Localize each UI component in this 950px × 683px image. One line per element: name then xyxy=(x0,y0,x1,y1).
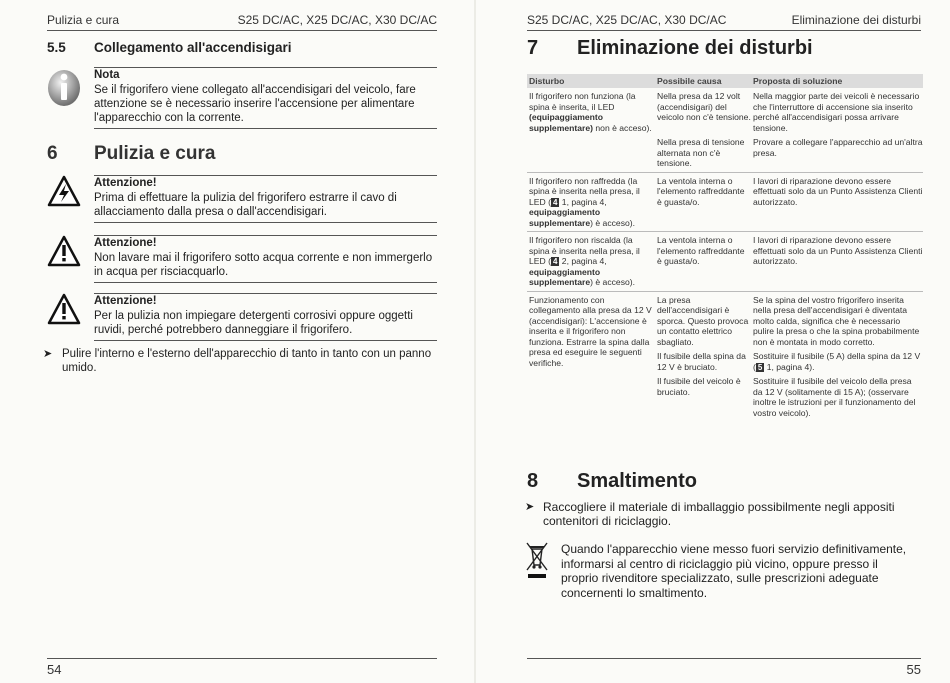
figure-ref-badge: 5 xyxy=(757,362,763,372)
footer-rule xyxy=(47,658,437,659)
warning-2-text: Non lavare mai il frigorifero sotto acqua corrente e non immergerlo in acqua per risciacquarlo. xyxy=(94,252,433,278)
warning-icon xyxy=(47,235,81,267)
figure-ref-badge: 4 xyxy=(552,197,558,207)
warning-1-text: Prima di effettuare la pulizia del frigorifero estrarre il cavo di allacciamento dalla presa o dall'accendisigari. xyxy=(94,192,397,218)
row-causa: Nella presa di tensione alternata non c'è tensione. xyxy=(657,137,745,168)
right-page xyxy=(475,0,950,683)
header-disturbo: Disturbo xyxy=(529,75,565,86)
section-6-number: 6 xyxy=(47,143,58,164)
header-soluzione: Proposta di soluzione xyxy=(753,75,843,86)
row-soluzione: I lavori di riparazione devono essere effettuati solo da un Punto Assistenza Clienti autorizzato. xyxy=(753,235,923,266)
section-6-title: Pulizia e cura xyxy=(94,143,216,164)
table-row xyxy=(527,173,923,233)
table-row xyxy=(527,292,923,422)
info-icon xyxy=(47,67,81,107)
section-7-number: 7 xyxy=(527,37,539,59)
left-header-section: Pulizia e cura xyxy=(47,13,120,27)
header-rule xyxy=(47,30,437,31)
warning-icon xyxy=(47,293,81,325)
warning-2-title: Attenzione! xyxy=(94,235,437,250)
right-header-section: Eliminazione dei disturbi xyxy=(791,13,921,27)
electric-warning-icon xyxy=(47,175,81,207)
table-row xyxy=(527,88,923,173)
warning-3-title: Attenzione! xyxy=(94,293,437,308)
page-number-left: 54 xyxy=(47,662,62,677)
row-causa: Nella presa da 12 volt (accendisigari) del veicolo non c'è tensione. xyxy=(657,91,751,122)
table-header xyxy=(527,74,923,88)
row-causa: La presa dell'accendisigari è sporca. Questo provoca un contatto elettrico sbagliato. xyxy=(657,294,749,347)
table-row xyxy=(527,232,923,292)
row-disturbo: Funzionamento con collegamento alla presa da 12 V (accendisigari): L'accensione è inserita e il frigorifero non funziona. Estrarre la spina dalla presa ed eseguire le seguenti verifiche. xyxy=(529,294,652,368)
note-box xyxy=(94,67,437,129)
row-soluzione: Nella maggior parte dei veicoli è necessario che l'interruttore di accensione sia inserito perché all'accendisigari possa arrivare tensione. xyxy=(753,91,920,133)
row-causa: Il fusibile del veicolo è bruciato. xyxy=(657,376,741,397)
warning-3-text: Per la pulizia non impiegare detergenti corrosivi oppure oggetti ruvidi, perché potrebbero danneggiare il frigorifero. xyxy=(94,310,413,336)
figure-ref-badge: 4 xyxy=(552,257,558,266)
row-causa: La ventola interna o l'elemento raffreddante è guasta/o. xyxy=(657,175,745,207)
row-soluzione: Provare a collegare l'apparecchio ad un'altra presa. xyxy=(753,137,923,158)
crossed-bin-icon xyxy=(525,540,549,580)
warning-box-1 xyxy=(94,175,437,223)
row-soluzione: I lavori di riparazione devono essere effettuati solo da un Punto Assistenza Clienti autorizzato. xyxy=(753,175,923,207)
footer-rule xyxy=(527,658,921,659)
note-title: Nota xyxy=(94,67,437,82)
section-5-5-number: 5.5 xyxy=(47,40,66,55)
right-header-models: S25 DC/AC, X25 DC/AC, X30 DC/AC xyxy=(527,13,727,27)
note-text: Se il frigorifero viene collegato all'accendisigari del veicolo, fare attenzione se è necessario inserire l'accensione per alimentare l'apparecchio con la corrente. xyxy=(94,84,416,124)
page-number-right: 55 xyxy=(906,662,921,677)
row-causa: La ventola interna o l'elemento raffreddante è guasta/o. xyxy=(657,235,745,266)
left-header-models: S25 DC/AC, X25 DC/AC, X30 DC/AC xyxy=(237,13,437,27)
row-soluzione: Sostituire il fusibile del veicolo della presa da 12 V (solitamente di 15 A); (osservare inoltre le istruzioni per il funzionamento del vostro veicolo). xyxy=(753,376,916,418)
warning-box-2 xyxy=(94,235,437,283)
row-disturbo: Il frigorifero non raffredda (la spina è inserita nella presa, il LED ( 4 1, pagina 4, equipaggiamento supplementare) è acceso). xyxy=(529,175,640,228)
row-disturbo: Il frigorifero non riscalda (la spina è inserita nella presa, il LED ( 4 2, pagina 4, equipaggiamento supplementare) è acceso). xyxy=(529,235,640,287)
section-8-number: 8 xyxy=(527,470,539,492)
troubleshooting-table xyxy=(527,74,923,421)
section-8-title: Smaltimento xyxy=(577,470,698,492)
section-5-5-title: Collegamento all'accendisigari xyxy=(94,40,292,55)
warning-box-3 xyxy=(94,293,437,341)
bullet-arrow-icon: ➤ xyxy=(525,501,535,513)
header-rule xyxy=(527,30,921,31)
row-soluzione: Sostituire il fusibile (5 A) della spina da 12 V ( 5 1, pagina 4). xyxy=(753,351,921,372)
bullet-arrow-icon: ➤ xyxy=(43,348,53,360)
packaging-instruction: Raccogliere il materiale di imballaggio possibilmente negli appositi contenitori di riciclaggio. xyxy=(543,500,895,528)
row-soluzione: Se la spina del vostro frigorifero inserita nella presa dell'accendisigari è diventata molto calda, significa che è necessario pulire la presa o che la spina probabilmente non è montata in modo corretto. xyxy=(753,294,920,347)
section-7-title: Eliminazione dei disturbi xyxy=(577,37,813,59)
warning-1-title: Attenzione! xyxy=(94,175,437,190)
header-causa: Possibile causa xyxy=(657,75,722,86)
disposal-text: Quando l'apparecchio viene messo fuori servizio definitivamente, informarsi al centro di riciclaggio più vicino, oppure presso il proprio rivenditore specializzato, sulle prescrizioni adeguate concernenti lo smaltimento. xyxy=(561,542,907,600)
row-disturbo: Il frigorifero non funziona (la spina è inserita, il LED (equipaggiamento supplementare) non è acceso). xyxy=(529,91,652,133)
cleaning-instruction: Pulire l'interno e l'esterno dell'apparecchio di tanto in tanto con un panno umido. xyxy=(62,348,432,374)
row-causa: Il fusibile della spina da 12 V è bruciato. xyxy=(657,351,746,372)
